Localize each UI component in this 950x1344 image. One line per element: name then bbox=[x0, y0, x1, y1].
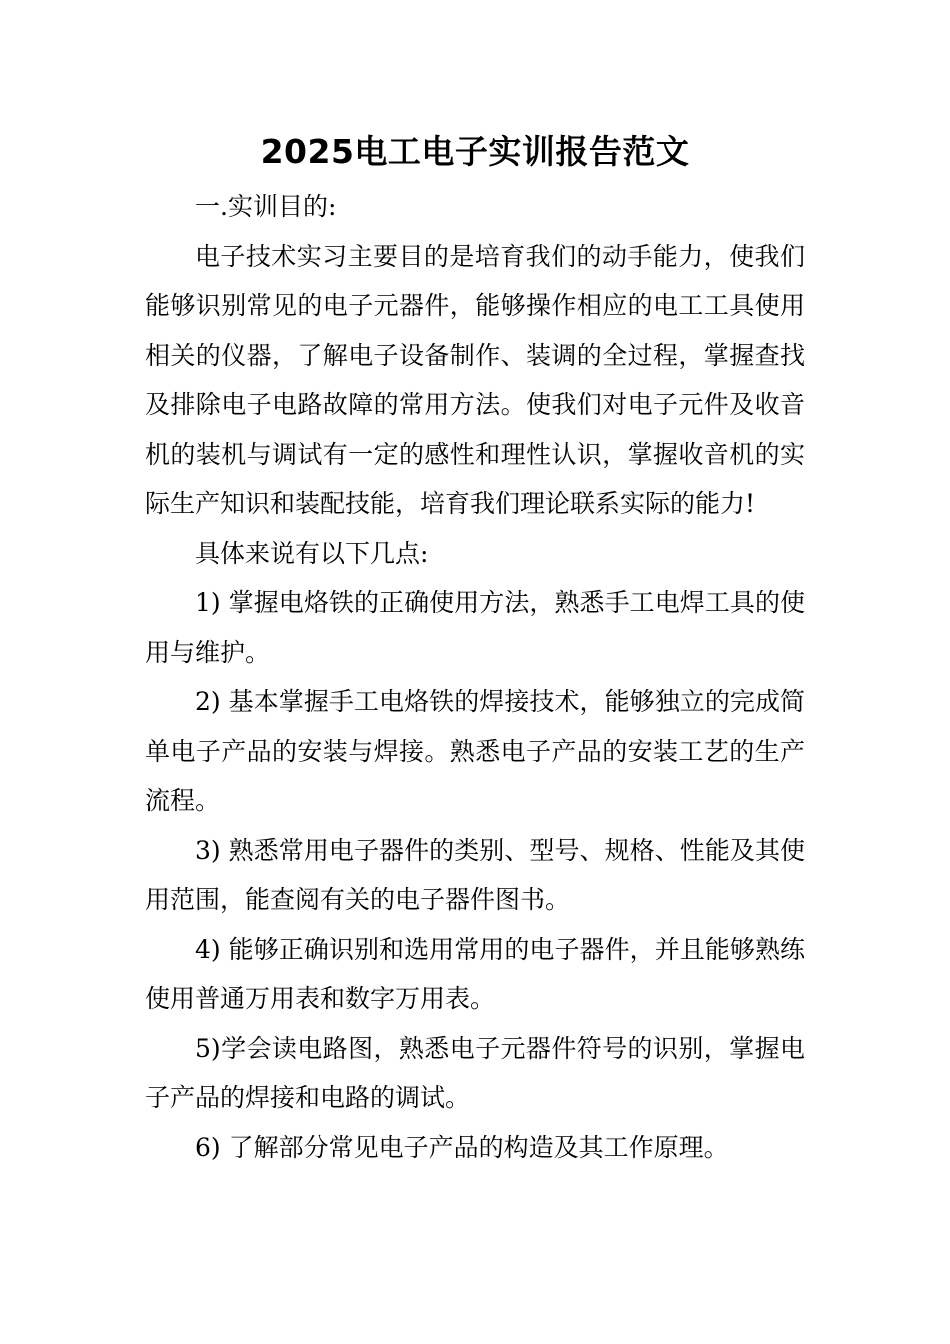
list-item-6: 6) 了解部分常见电子产品的构造及其工作原理。 bbox=[195, 1132, 729, 1162]
list-item-5: 5)学会读电路图，熟悉电子元器件符号的识别，掌握电子产品的焊接和电路的调试。 bbox=[145, 1033, 805, 1112]
list-item-1: 1) 掌握电烙铁的正确使用方法，熟悉手工电焊工具的使用与维护。 bbox=[145, 588, 805, 667]
list-item-3: 3) 熟悉常用电子器件的类别、型号、规格、性能及其使用范围，能查阅有关的电子器件图书。 bbox=[145, 835, 805, 914]
document-title: 2025电工电子实训报告范文 bbox=[260, 132, 690, 171]
document-body bbox=[145, 128, 805, 1172]
paragraph-purpose: 电子技术实习主要目的是培育我们的动手能力，使我们能够识别常见的电子元器件，能够操作相应的电工工具使用相关的仪器，了解电子设备制作、装调的全过程，掌握查找及排除电子电路故障的常用方法。使我们对电子元件及收音机的装机与调试有一定的感性和理性认识，掌握收音机的实际生产知识和装配技能，培育我们理论联系实际的能力! bbox=[145, 241, 805, 518]
list-item-2: 2) 基本掌握手工电烙铁的焊接技术，能够独立的完成简单电子产品的安装与焊接。熟悉电子产品的安装工艺的生产流程。 bbox=[145, 687, 805, 815]
list-item-4: 4) 能够正确识别和选用常用的电子器件，并且能够熟练使用普通万用表和数字万用表。 bbox=[145, 934, 805, 1013]
section-heading: 一.实训目的: bbox=[195, 192, 337, 221]
paragraph-points-intro: 具体来说有以下几点: bbox=[195, 538, 429, 568]
